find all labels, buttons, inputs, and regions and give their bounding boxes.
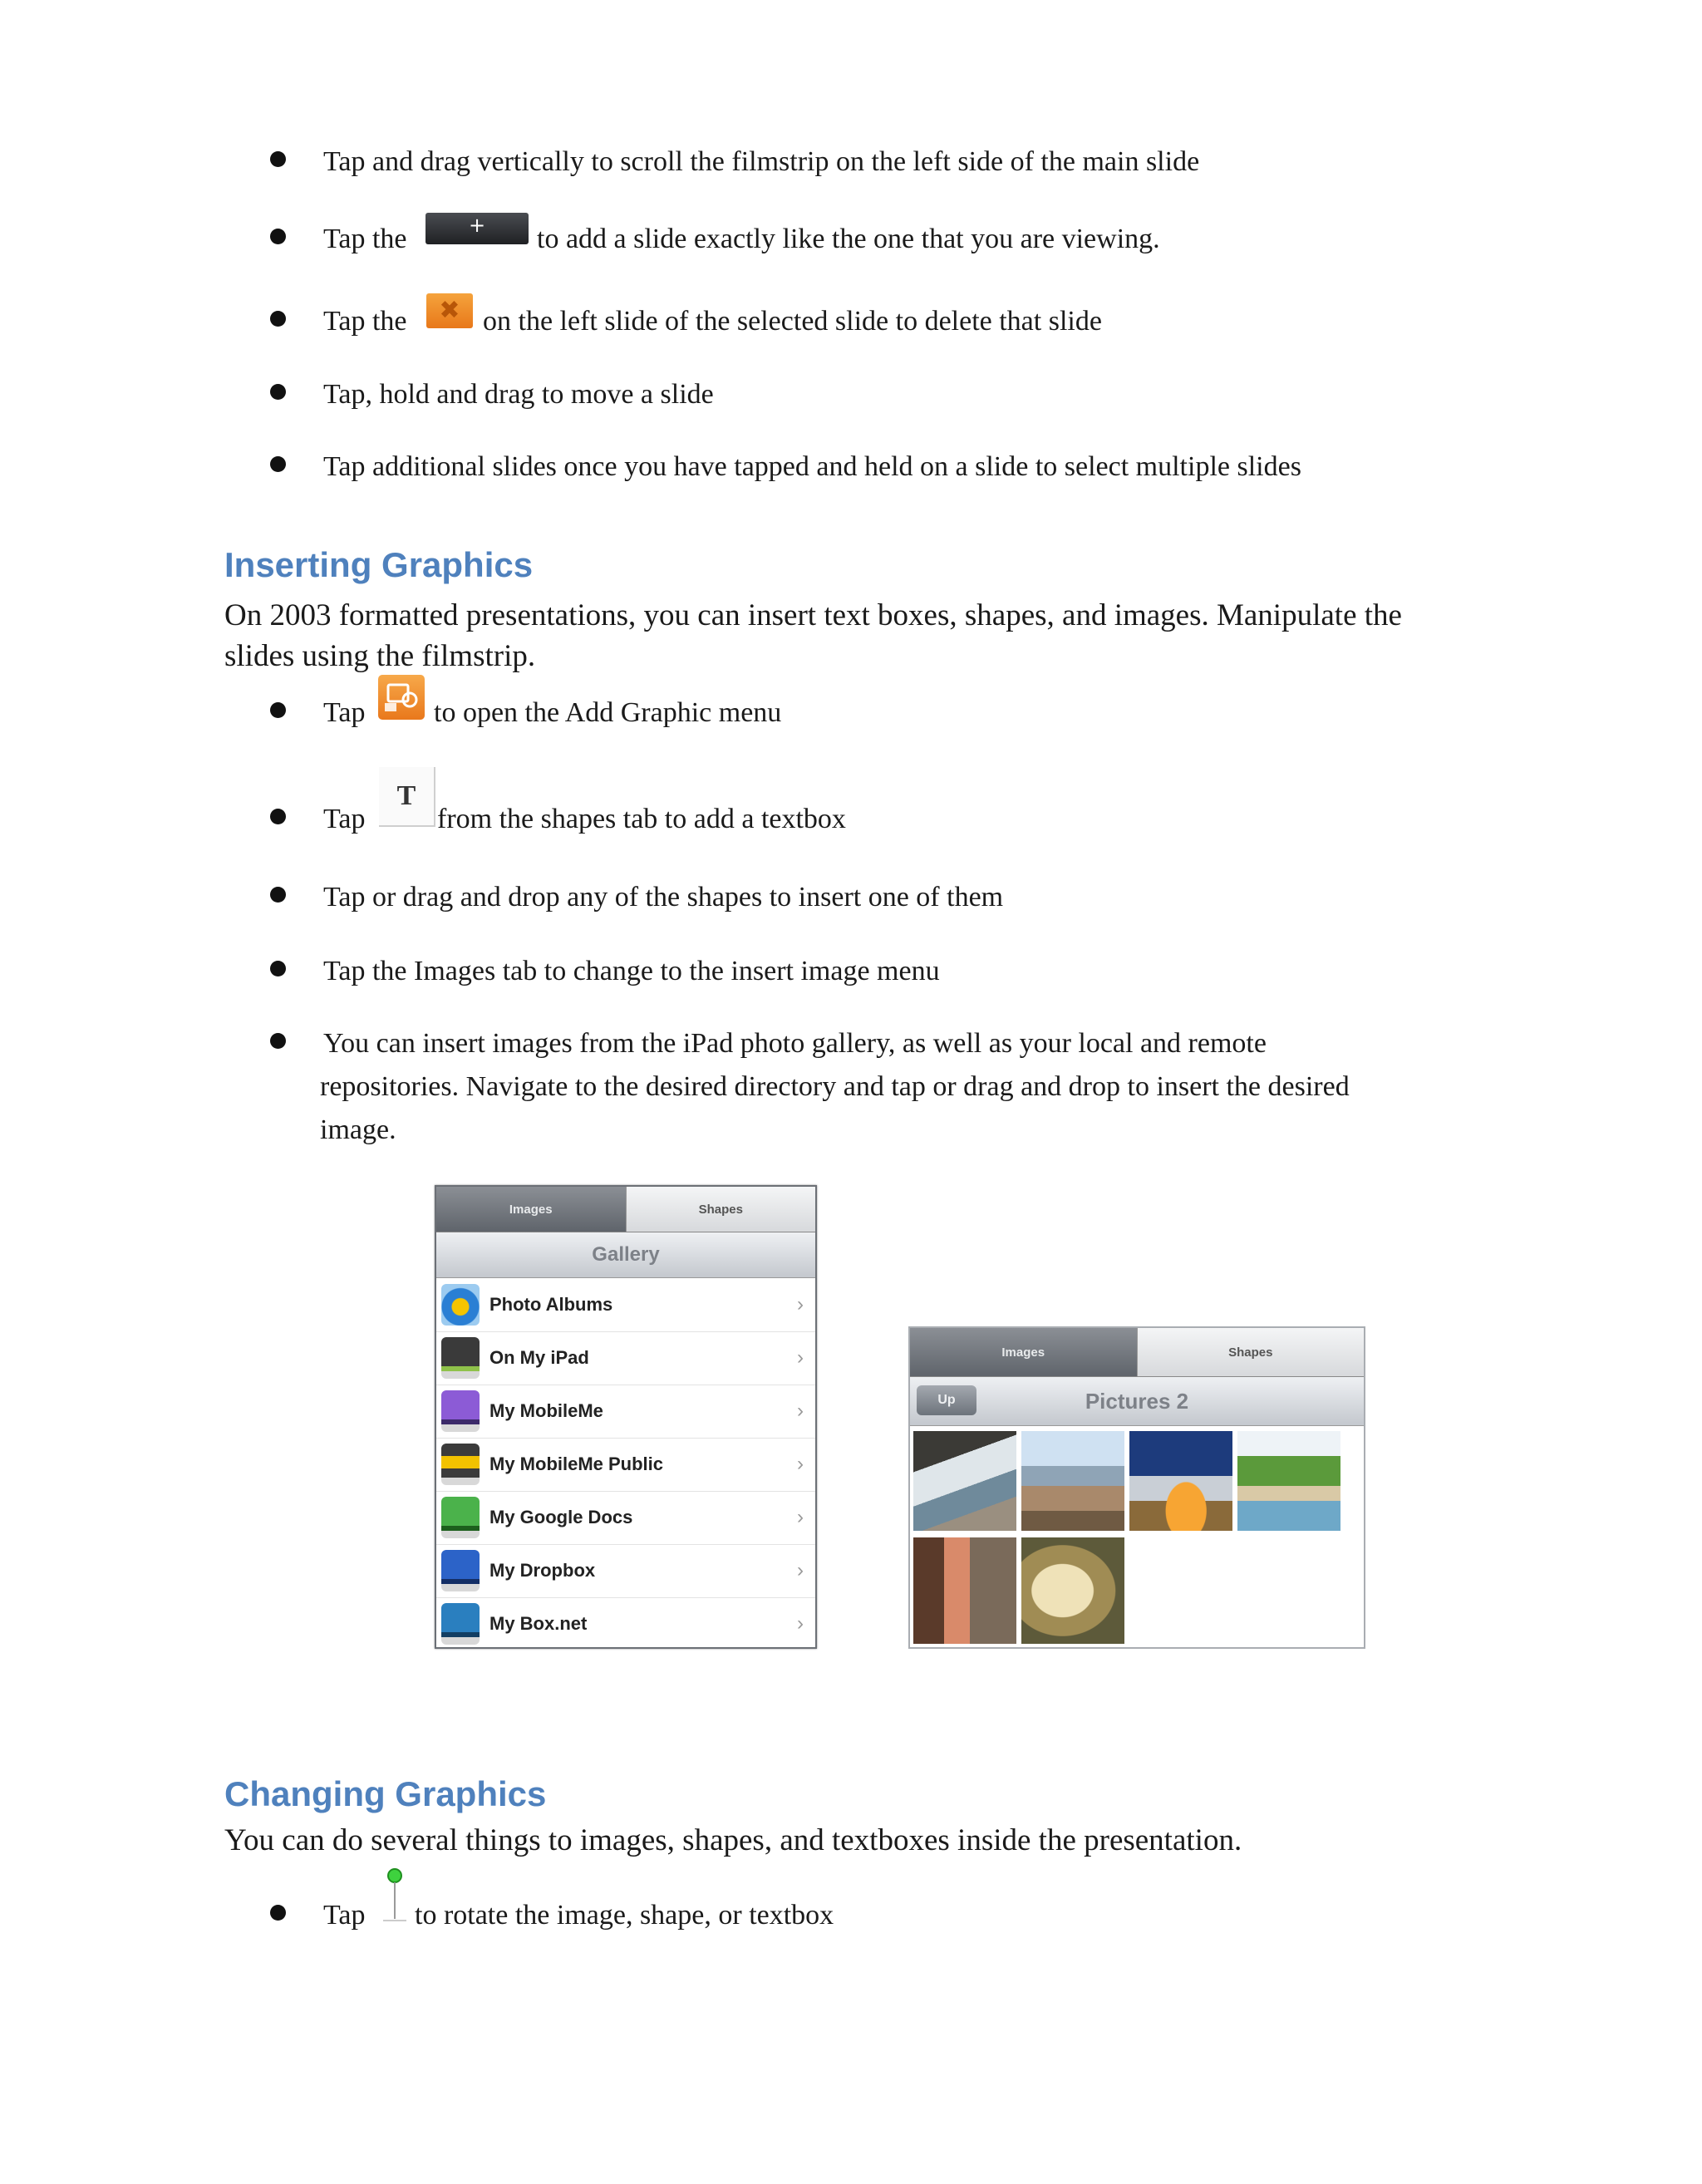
tab-images[interactable]: Images — [436, 1187, 626, 1232]
list-item-label: My MobileMe Public — [489, 1454, 664, 1474]
add-slide-button-icon: + — [426, 213, 529, 244]
bullet-text: Tap — [323, 697, 366, 728]
add-graphic-icon — [378, 675, 425, 720]
list-item-my-google-docs[interactable] — [436, 1491, 815, 1545]
bullet-text: repositories. Navigate to the desired directory and tap or drag and drop to insert the desired — [320, 1071, 1350, 1102]
list-item-label: My MobileMe — [489, 1400, 603, 1421]
paragraph — [224, 595, 1488, 676]
bullet-icon — [270, 384, 286, 400]
picture-thumbnail[interactable] — [1129, 1431, 1232, 1531]
chevron-right-icon: › — [797, 1346, 804, 1369]
bullet-icon — [270, 809, 286, 824]
bullet-icon — [270, 456, 286, 472]
add-graphic-glyph — [378, 675, 425, 720]
bullet-icon — [270, 1905, 286, 1921]
list-item-my-mobileme-public[interactable] — [436, 1438, 815, 1492]
bullet-icon — [270, 887, 286, 903]
bullet-icon — [270, 961, 286, 976]
list-item-my-dropbox[interactable] — [436, 1544, 815, 1598]
picture-thumbnail[interactable] — [913, 1431, 1016, 1531]
mobileme-icon — [441, 1390, 480, 1432]
rotate-handle-icon — [380, 1866, 410, 1924]
tab-shapes[interactable]: Shapes — [1137, 1328, 1365, 1376]
bullet-text: to rotate the image, shape, or textbox — [415, 1900, 834, 1931]
chevron-right-icon: › — [797, 1293, 804, 1316]
box-net-icon — [441, 1603, 480, 1645]
rotate-handle-glyph — [380, 1866, 410, 1924]
list-item-label: My Google Docs — [489, 1507, 633, 1527]
chevron-right-icon: › — [797, 1453, 804, 1475]
bullet-icon — [270, 311, 286, 327]
paragraph-line: slides using the filmstrip. — [224, 639, 536, 673]
google-docs-icon — [441, 1497, 480, 1538]
picture-thumbnail[interactable] — [1237, 1431, 1340, 1531]
section-heading: Changing Graphics — [224, 1774, 547, 1813]
bullet-icon — [270, 229, 286, 244]
bullet-text: to add a slide exactly like the one that you are viewing. — [537, 224, 1160, 254]
list-item-label: Photo Albums — [489, 1294, 613, 1315]
chevron-right-icon: › — [797, 1399, 804, 1422]
picture-thumbnail[interactable] — [1021, 1537, 1124, 1644]
segmented-control — [436, 1187, 815, 1232]
bullet-text: Tap and drag vertically to scroll the filmstrip on the left side of the main slide — [323, 146, 1200, 177]
pictures-panel — [908, 1326, 1365, 1649]
list-item-on-my-ipad[interactable] — [436, 1331, 815, 1385]
list-item-label: My Dropbox — [489, 1560, 596, 1581]
paragraph: You can do several things to images, shapes, and textboxes inside the presentation. — [224, 1823, 1242, 1857]
bullet-text: Tap the — [323, 306, 407, 337]
list-item-label: On My iPad — [489, 1347, 589, 1368]
gallery-panel — [435, 1185, 817, 1649]
bullet-text: to open the Add Graphic menu — [434, 697, 782, 728]
bullet-text: You can insert images from the iPad photo gallery, as well as your local and remote — [323, 1028, 1267, 1059]
chevron-right-icon: › — [797, 1612, 804, 1635]
bullet-icon — [270, 1033, 286, 1049]
bullet-text: Tap the Images tab to change to the insert image menu — [323, 956, 940, 986]
bullet-icon — [270, 151, 286, 167]
gallery-title: Gallery — [436, 1232, 815, 1278]
section-heading: Inserting Graphics — [224, 545, 534, 584]
list-item-my-mobileme[interactable] — [436, 1385, 815, 1439]
picture-thumbnail[interactable] — [913, 1537, 1016, 1644]
photo-albums-icon — [441, 1284, 480, 1326]
bullet-icon — [270, 702, 286, 718]
bullet-text: Tap the — [323, 224, 407, 254]
picture-thumbnail[interactable] — [1021, 1431, 1124, 1531]
ipad-drive-icon — [441, 1337, 480, 1379]
list-item-my-box-net[interactable] — [436, 1597, 815, 1650]
delete-slide-icon: ✖ — [426, 293, 473, 328]
bullet-text: on the left slide of the selected slide to delete that slide — [483, 306, 1102, 337]
list-item-photo-albums[interactable] — [436, 1278, 815, 1332]
chevron-right-icon: › — [797, 1559, 804, 1581]
tab-shapes[interactable]: Shapes — [626, 1187, 816, 1232]
bullet-text: Tap — [323, 804, 366, 834]
up-button[interactable]: Up — [917, 1385, 976, 1415]
paragraph-line: On 2003 formatted presentations, you can insert text boxes, shapes, and images. Manipulate the — [224, 598, 1402, 632]
bullet-text: Tap additional slides once you have tapped and held on a slide to select multiple slides — [323, 451, 1301, 482]
bullet-text: image. — [320, 1114, 396, 1145]
chevron-right-icon: › — [797, 1506, 804, 1528]
tab-images[interactable]: Images — [910, 1328, 1137, 1376]
bullet-text: Tap, hold and drag to move a slide — [323, 379, 714, 410]
pictures-title-bar — [910, 1376, 1364, 1426]
bullet-text: Tap — [323, 1900, 366, 1931]
textbox-icon: T — [379, 767, 435, 827]
bullet-text: Tap or drag and drop any of the shapes to insert one of them — [323, 882, 1004, 912]
mobileme-public-icon — [441, 1444, 480, 1485]
dropbox-icon — [441, 1550, 480, 1591]
segmented-control — [910, 1328, 1364, 1376]
pictures-title: Pictures 2 — [1085, 1388, 1189, 1414]
bullet-text: from the shapes tab to add a textbox — [437, 804, 846, 834]
list-item-label: My Box.net — [489, 1613, 588, 1634]
